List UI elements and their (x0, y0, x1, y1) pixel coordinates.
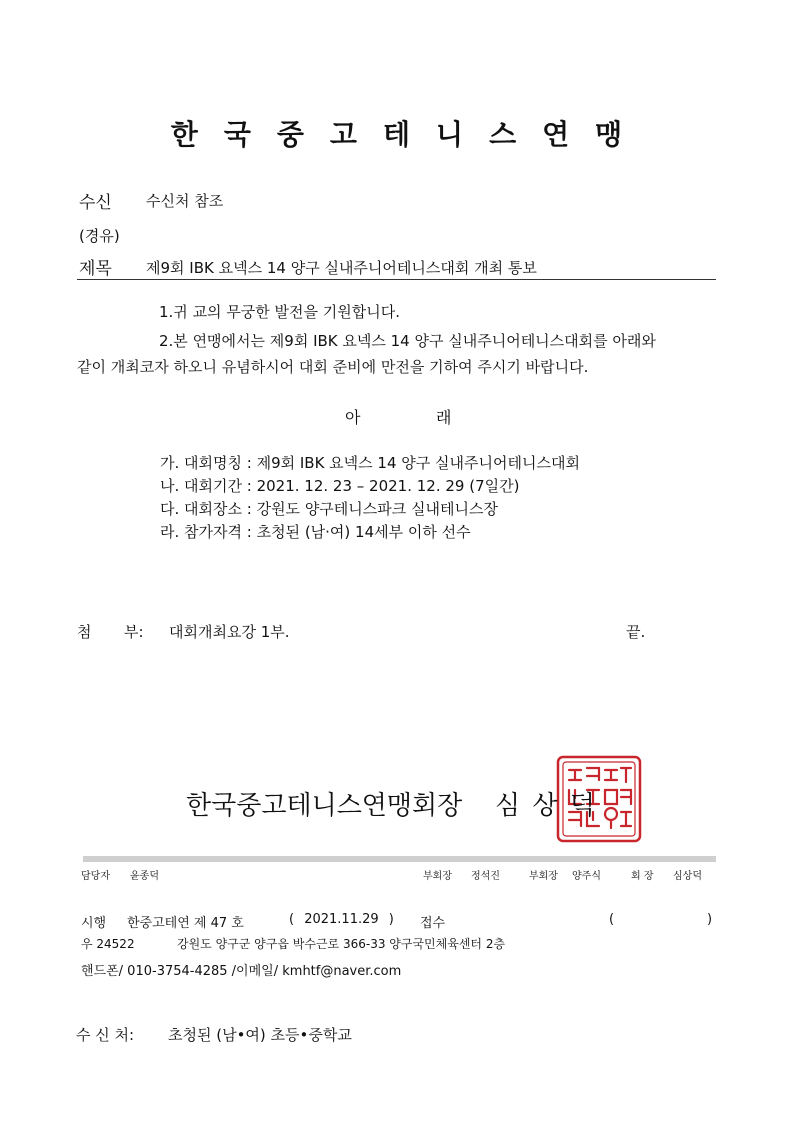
execution-date: ( 2021.11.29 ) (289, 912, 394, 927)
contact-info: 핸드폰/ 010-3754-4285 /이메일/ kmhtf@naver.com (81, 964, 402, 979)
footer-divider (83, 856, 716, 862)
execution-label: 시행 (81, 916, 107, 931)
body-paragraph-2: 2.본 연맹에서는 제9회 IBK 요넥스 14 양구 실내주니어테니스대회를 아래와 (159, 332, 656, 350)
detail-item-venue: 다. 대회장소 : 강원도 양구테니스파크 실내테니스장 (160, 500, 498, 518)
staff-name: 윤종덕 (130, 871, 159, 882)
receipt-open-paren: ( (609, 912, 615, 927)
staff-label: 담당자 (81, 871, 110, 882)
recipient-value: 수신처 참조 (146, 192, 224, 210)
below-heading-b: 래 (436, 408, 452, 427)
president-name: 심상덕 (673, 871, 702, 882)
body-paragraph-2-cont: 같이 개최코자 하오니 유념하시어 대회 준비에 만전을 기하여 주시기 바랍니다. (77, 358, 589, 376)
attachment-value: 대회개최요강 1부. (169, 623, 290, 641)
body-paragraph-1: 1.귀 교의 무궁한 발전을 기원합니다. (159, 303, 401, 321)
vice-president-1-name: 정석진 (471, 871, 500, 882)
signer-name: 심 상 덕 (495, 791, 597, 821)
end-mark: 끝. (626, 623, 646, 641)
subject-label: 제목 (79, 259, 112, 279)
vice-president-2-label: 부회장 (529, 871, 558, 882)
attachment-label-b: 부: (124, 623, 144, 641)
recipient-label: 수신 (79, 193, 112, 213)
receipt-close-paren: ) (707, 912, 713, 927)
subject-value: 제9회 IBK 요넥스 14 양구 실내주니어테니스대회 개최 통보 (146, 259, 537, 277)
detail-item-name: 가. 대회명칭 : 제9회 IBK 요넥스 14 양구 실내주니어테니스대회 (160, 454, 580, 472)
via-label: (경유) (79, 227, 120, 245)
recipients-value: 초청된 (남•여) 초등•중학교 (168, 1026, 352, 1044)
subject-underline (77, 279, 716, 280)
vice-president-2-name: 양주식 (572, 871, 601, 882)
detail-item-period: 나. 대회기간 : 2021. 12. 23 – 2021. 12. 29 (7일간) (160, 477, 520, 495)
below-heading-a: 아 (345, 408, 361, 427)
recipients-label: 수 신 처: (76, 1026, 135, 1044)
attachment-label-a: 첨 (77, 623, 92, 641)
details-list (160, 452, 580, 544)
execution-number: 한중고테연 제 47 호 (127, 916, 244, 931)
postal-code: 우 24522 (81, 937, 135, 951)
president-label: 회 장 (631, 871, 654, 882)
letterhead-title: 한국중고테니스연맹 (170, 118, 649, 151)
vice-president-1-label: 부회장 (423, 871, 452, 882)
signer-title: 한국중고테니스연맹회장 (186, 791, 463, 821)
detail-item-eligibility: 라. 참가자격 : 초청된 (남·여) 14세부 이하 선수 (160, 523, 471, 541)
receipt-label: 접수 (420, 916, 446, 931)
address: 강원도 양구군 양구읍 박수근로 366-33 양구국민체육센터 2층 (177, 937, 506, 951)
